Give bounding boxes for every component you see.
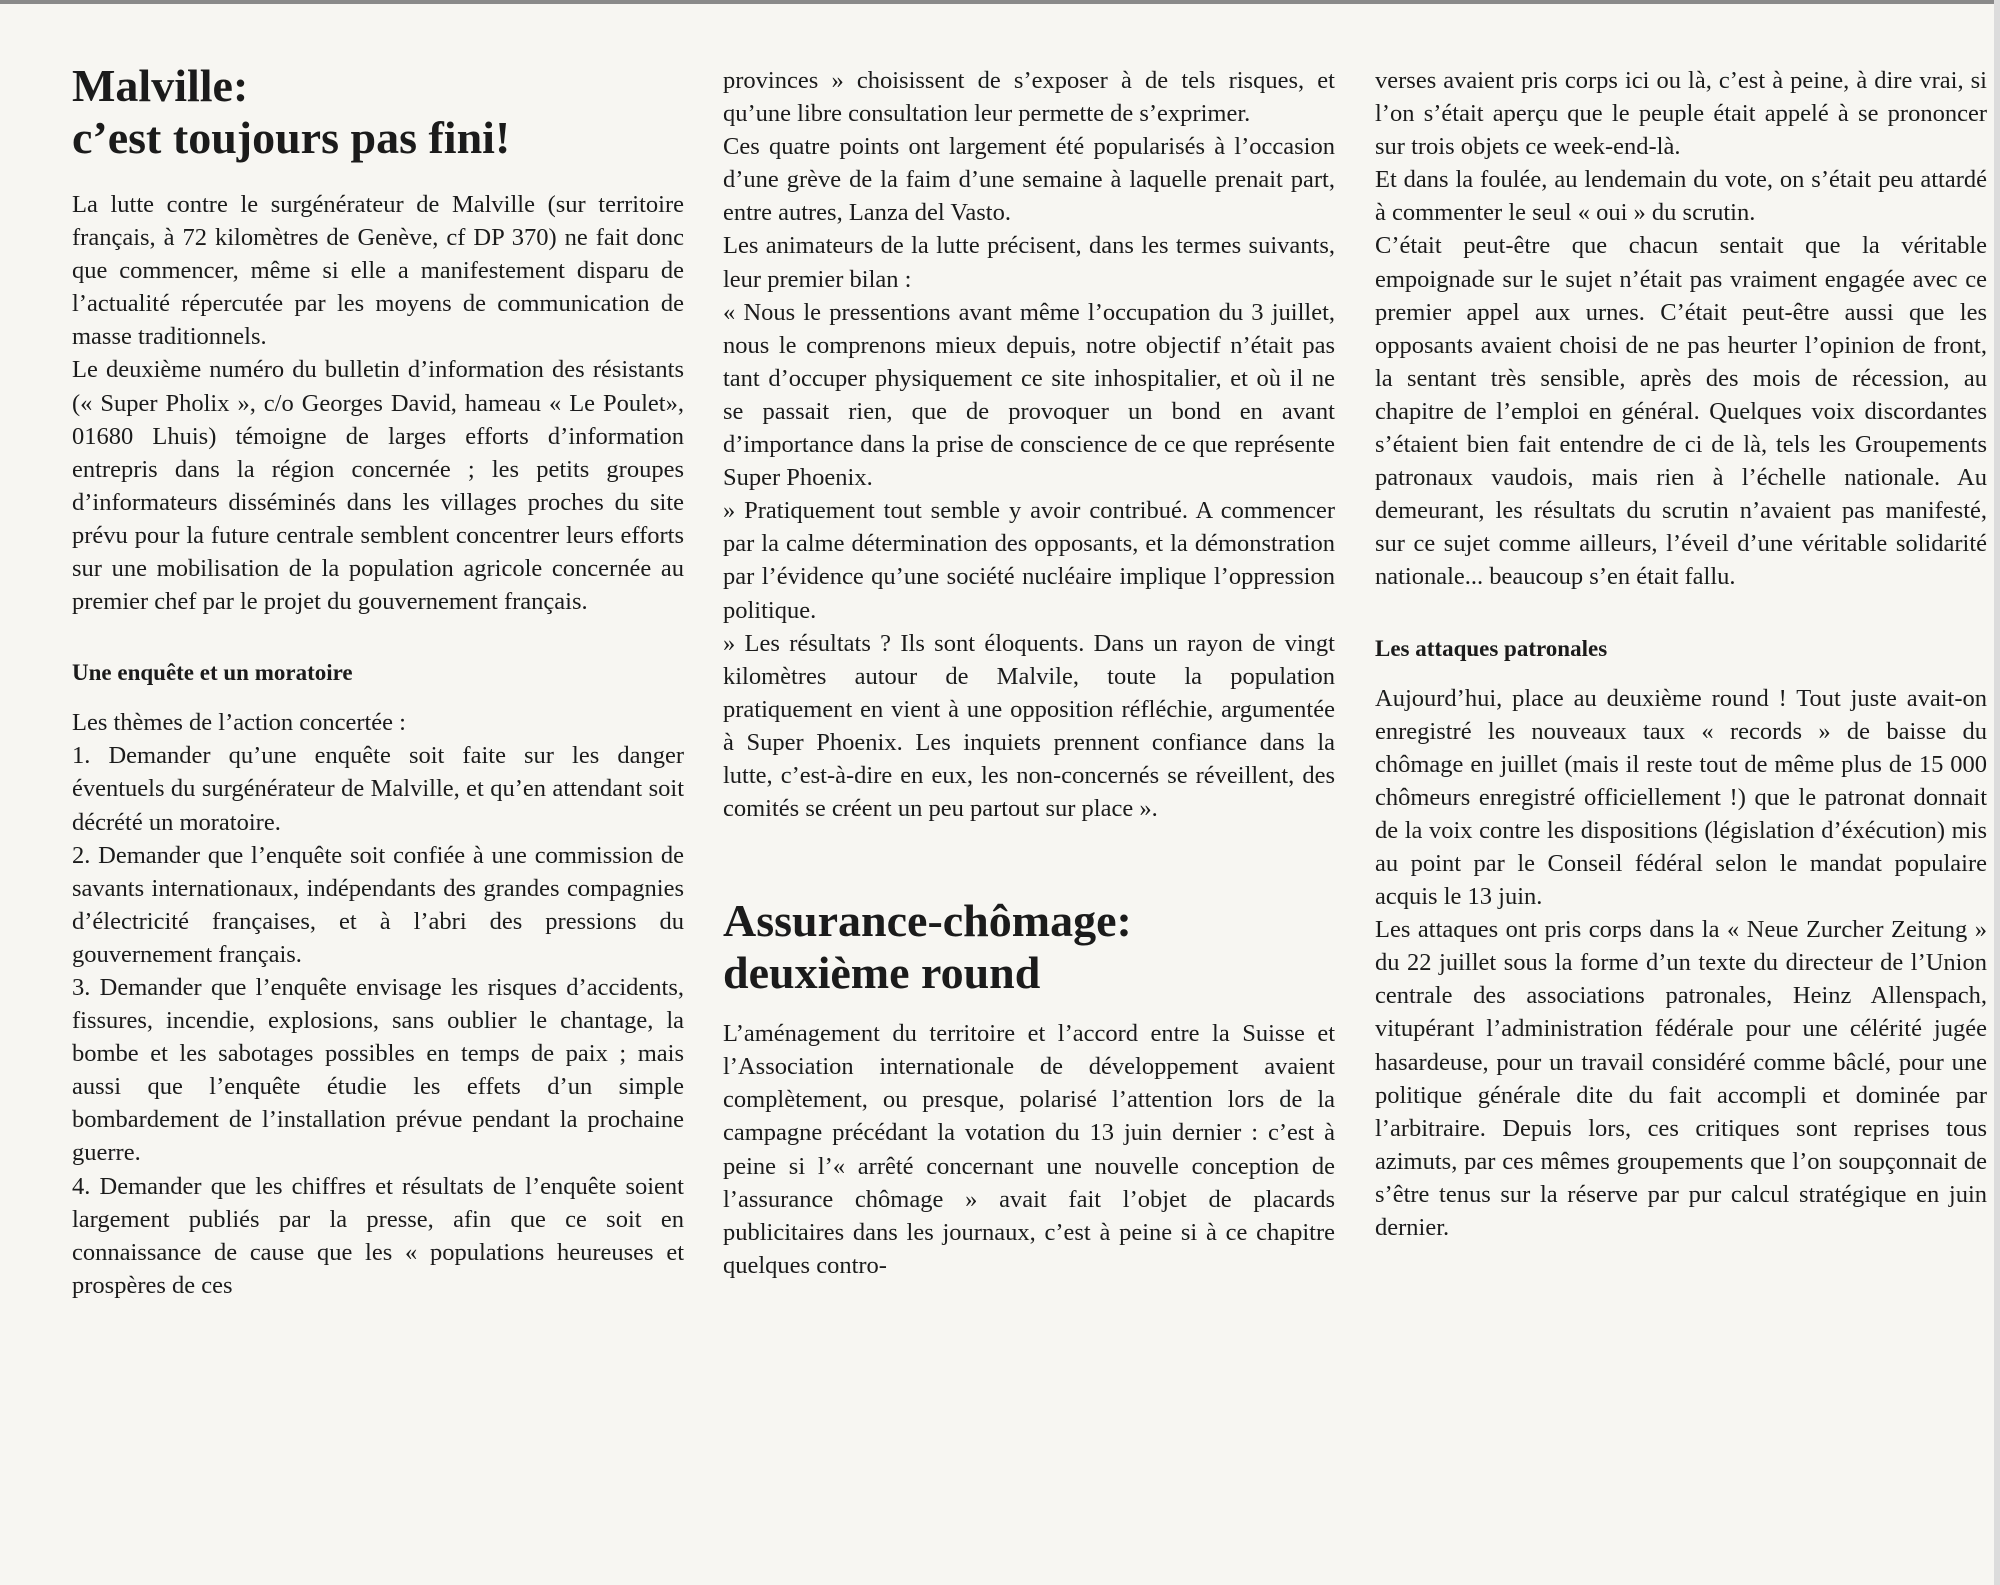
column-1 [72, 60, 684, 1302]
paragraph: Le deuxième numéro du bulletin d’information des résistants (« Super Pholix », c/o Georges David, hameau « Le Poulet», 01680 Lhuis) témoigne de larges efforts d’information entrepris dans la région concernée ; les petits groupes d’informateurs disséminés dans les villages proches du site prévu pour la future centrale semblent concentrer leurs efforts sur une mobilisation de la population agricole concernée au premier chef par le projet du gouvernement français. [72, 356, 684, 616]
article2-subhead: Les attaques patronales [1375, 635, 1608, 661]
paragraph: C’était peut-être que chacun sentait que la véritable empoignade sur le sujet n’était pas vraiment engagée avec ce premier appel aux urnes. C’était peut-être aussi que les opposants avaient choisi de ne pas heurter l’opinion de front, la sentant très sensible, après des mois de récession, au chapitre de l’emploi en général. Quelques voix discordantes s’étaient bien fait entendre de ci de là, tels les Groupements patronaux vaudois, mais rien à l’échelle nationale. Au demeurant, les résultats du scrutin n’avaient pas manifesté, sur ce sujet comme ailleurs, l’éveil d’une véritable solidarité nationale... beaucoup s’en était fallu. [1375, 232, 1987, 591]
paragraph: Aujourd’hui, place au deuxième round ! Tout juste avait-on enregistré les nouveaux taux « records » de baisse du chômage en juillet (mais il reste tout de même plus de 15 000 chômeurs enregistré officiellement !) que le patronat donnait de la voix contre les dispositions (législation d’éxécution) mis au point par le Conseil fédéral selon le mandat populaire acquis le 13 juin. [1375, 684, 1987, 911]
paragraph: Ces quatre points ont largement été popularisés à l’occasion d’une grève de la faim d’une semaine à laquelle prenait part, entre autres, Lanza del Vasto. [723, 133, 1335, 227]
page-right-edge [1994, 0, 2000, 1585]
paragraph: » Pratiquement tout semble y avoir contribué. A commencer par la calme détermination des opposants, et la démonstration par l’évidence qu’une société nucléaire implique l’oppression politique. [723, 497, 1335, 624]
column-3 [1375, 64, 1987, 1244]
paragraph: 4. Demander que les chiffres et résultats de l’enquête soient largement publiés par la presse, afin que ce soit en connaissance de cause que les « populations heureuses et prospères de ces [72, 1172, 684, 1299]
paragraph: « Nous le pressentions avant même l’occupation du 3 juillet, nous le comprenons mieux depuis, notre objectif n’était pas tant d’occuper physiquement ce site inhospitalier, et où il ne se passait rien, que de provoquer un bond en avant d’importance dans la prise de conscience de ce que représente Super Phoenix. [723, 298, 1335, 492]
paragraph: 2. Demander que l’enquête soit confiée à une commission de savants internationaux, indépendants des grandes compagnies d’électricité françaises, et à l’abri des pressions du gouvernement français. [72, 841, 684, 968]
paragraph: Et dans la foulée, au lendemain du vote, on s’était peu attardé à commenter le seul « oui » du scrutin. [1375, 166, 1987, 227]
column-2 [723, 64, 1335, 1282]
paragraph: La lutte contre le surgénérateur de Malville (sur territoire français, à 72 kilomètres de Genève, cf DP 370) ne fait donc que commencer, même si elle a manifestement disparu de l’actualité répercutée par les moyens de communication de masse traditionnels. [72, 191, 684, 351]
article2-title-line1: Assurance-chômage: [723, 895, 1132, 947]
page-top-rule [0, 0, 2000, 4]
article1-title-line1: Malville: [72, 60, 249, 111]
paragraph: 3. Demander que l’enquête envisage les risques d’accidents, fissures, incendie, explosions, sans oublier le chantage, la bombe et les sabotages possibles en temps de paix ; mais aussi que l’enquête étudie les effets d’un simple bombardement de l’installation prévue pendant la prochaine guerre. [72, 973, 684, 1167]
paragraph: Les animateurs de la lutte précisent, dans les termes suivants, leur premier bilan : [723, 232, 1335, 293]
article2-headline [723, 895, 1335, 999]
paragraph: verses avaient pris corps ici ou là, c’est à peine, à dire vrai, si l’on s’était aperçu que le peuple était appelé à se prononcer sur trois objets ce week-end-là. [1375, 67, 1987, 161]
article1-headline [72, 60, 684, 164]
paragraph: 1. Demander qu’une enquête soit faite sur les danger éventuels du surgénérateur de Malville, et qu’en attendant soit décrété un moratoire. [72, 742, 684, 836]
article2-title-line2: deuxième round [723, 947, 1041, 999]
article1-subhead: Une enquête et un moratoire [72, 660, 353, 686]
paragraph: Les thèmes de l’action concertée : [72, 709, 406, 737]
paragraph: provinces » choisissent de s’exposer à de tels risques, et qu’une libre consultation leur permette de s’exprimer. [723, 67, 1335, 128]
paragraph: L’aménagement du territoire et l’accord entre la Suisse et l’Association internationale de développement avaient complètement, ou presque, polarisé l’attention lors de la campagne précédant la votation du 13 juin dernier : c’est à peine si l’« arrêté concernant une nouvelle conception de l’assurance chômage » avait fait l’objet de placards publicitaires dans les journaux, c’est à peine si à ce chapitre quelques contro- [723, 1020, 1335, 1279]
article1-title-line2: c’est toujours pas fini! [72, 112, 511, 163]
paragraph: Les attaques ont pris corps dans la « Neue Zurcher Zeitung » du 22 juillet sous la forme d’un texte du directeur de l’Union centrale des associations patronales, Heinz Allenspach, vitupérant l’administration fédérale pour une célérité jugée hasardeuse, pour un travail considéré comme bâclé, pour une politique générale dite du fait accompli et dominée par l’arbitraire. Depuis lors, ces critiques sont reprises tous azimuts, par ces mêmes groupements que l’on soupçonnait de s’être tenus sur la réserve par pur calcul stratégique en juin dernier. [1375, 916, 1987, 1241]
paragraph: » Les résultats ? Ils sont éloquents. Dans un rayon de vingt kilomètres autour de Malvile, toute la population pratiquement en vient à une opposition réfléchie, argumentée à Super Phoenix. Les inquiets prennent confiance dans la lutte, c’est-à-dire en eux, les non-concernés se réveillent, des comités se créent un peu partout sur place ». [723, 629, 1335, 823]
